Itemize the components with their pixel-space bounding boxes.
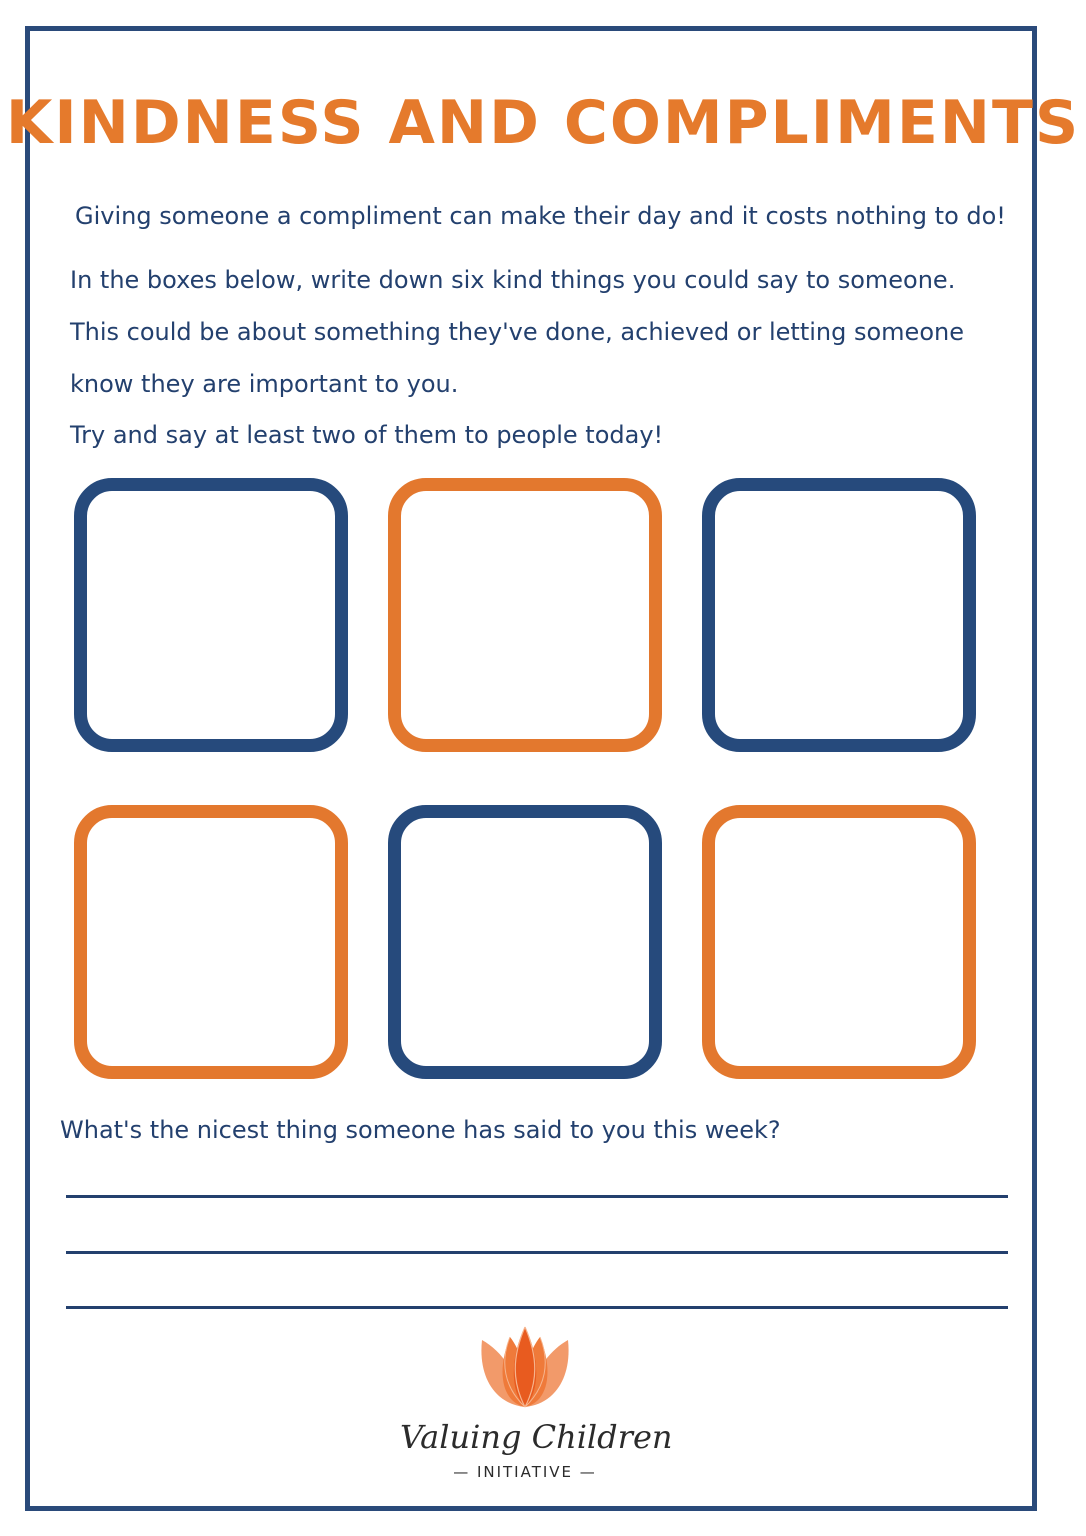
answer-line-1[interactable]: [66, 1195, 1008, 1198]
compliment-box-5[interactable]: [388, 805, 662, 1079]
logo-subtitle: — INITIATIVE —: [453, 1463, 597, 1481]
answer-line-3[interactable]: [66, 1306, 1008, 1309]
compliment-box-1[interactable]: [74, 478, 348, 752]
compliment-box-3[interactable]: [702, 478, 976, 752]
instruction-line-2: This could be about something they've done, achieved or letting someone: [70, 318, 964, 346]
page-border: [25, 26, 1037, 1511]
instruction-line-4: Try and say at least two of them to people today!: [70, 421, 664, 449]
instruction-line-3: know they are important to you.: [70, 370, 459, 398]
compliment-box-2[interactable]: [388, 478, 662, 752]
nicest-thing-question: What's the nicest thing someone has said to you this week?: [60, 1116, 781, 1144]
compliment-box-6[interactable]: [702, 805, 976, 1079]
page-title: KINDNESS AND COMPLIMENTS: [5, 88, 1081, 158]
answer-line-2[interactable]: [66, 1251, 1008, 1254]
instruction-line-1: In the boxes below, write down six kind things you could say to someone.: [70, 266, 956, 294]
logo-wordmark: Valuing Children: [400, 1418, 673, 1456]
intro-text: Giving someone a compliment can make their day and it costs nothing to do!: [75, 202, 1006, 230]
compliment-box-4[interactable]: [74, 805, 348, 1079]
